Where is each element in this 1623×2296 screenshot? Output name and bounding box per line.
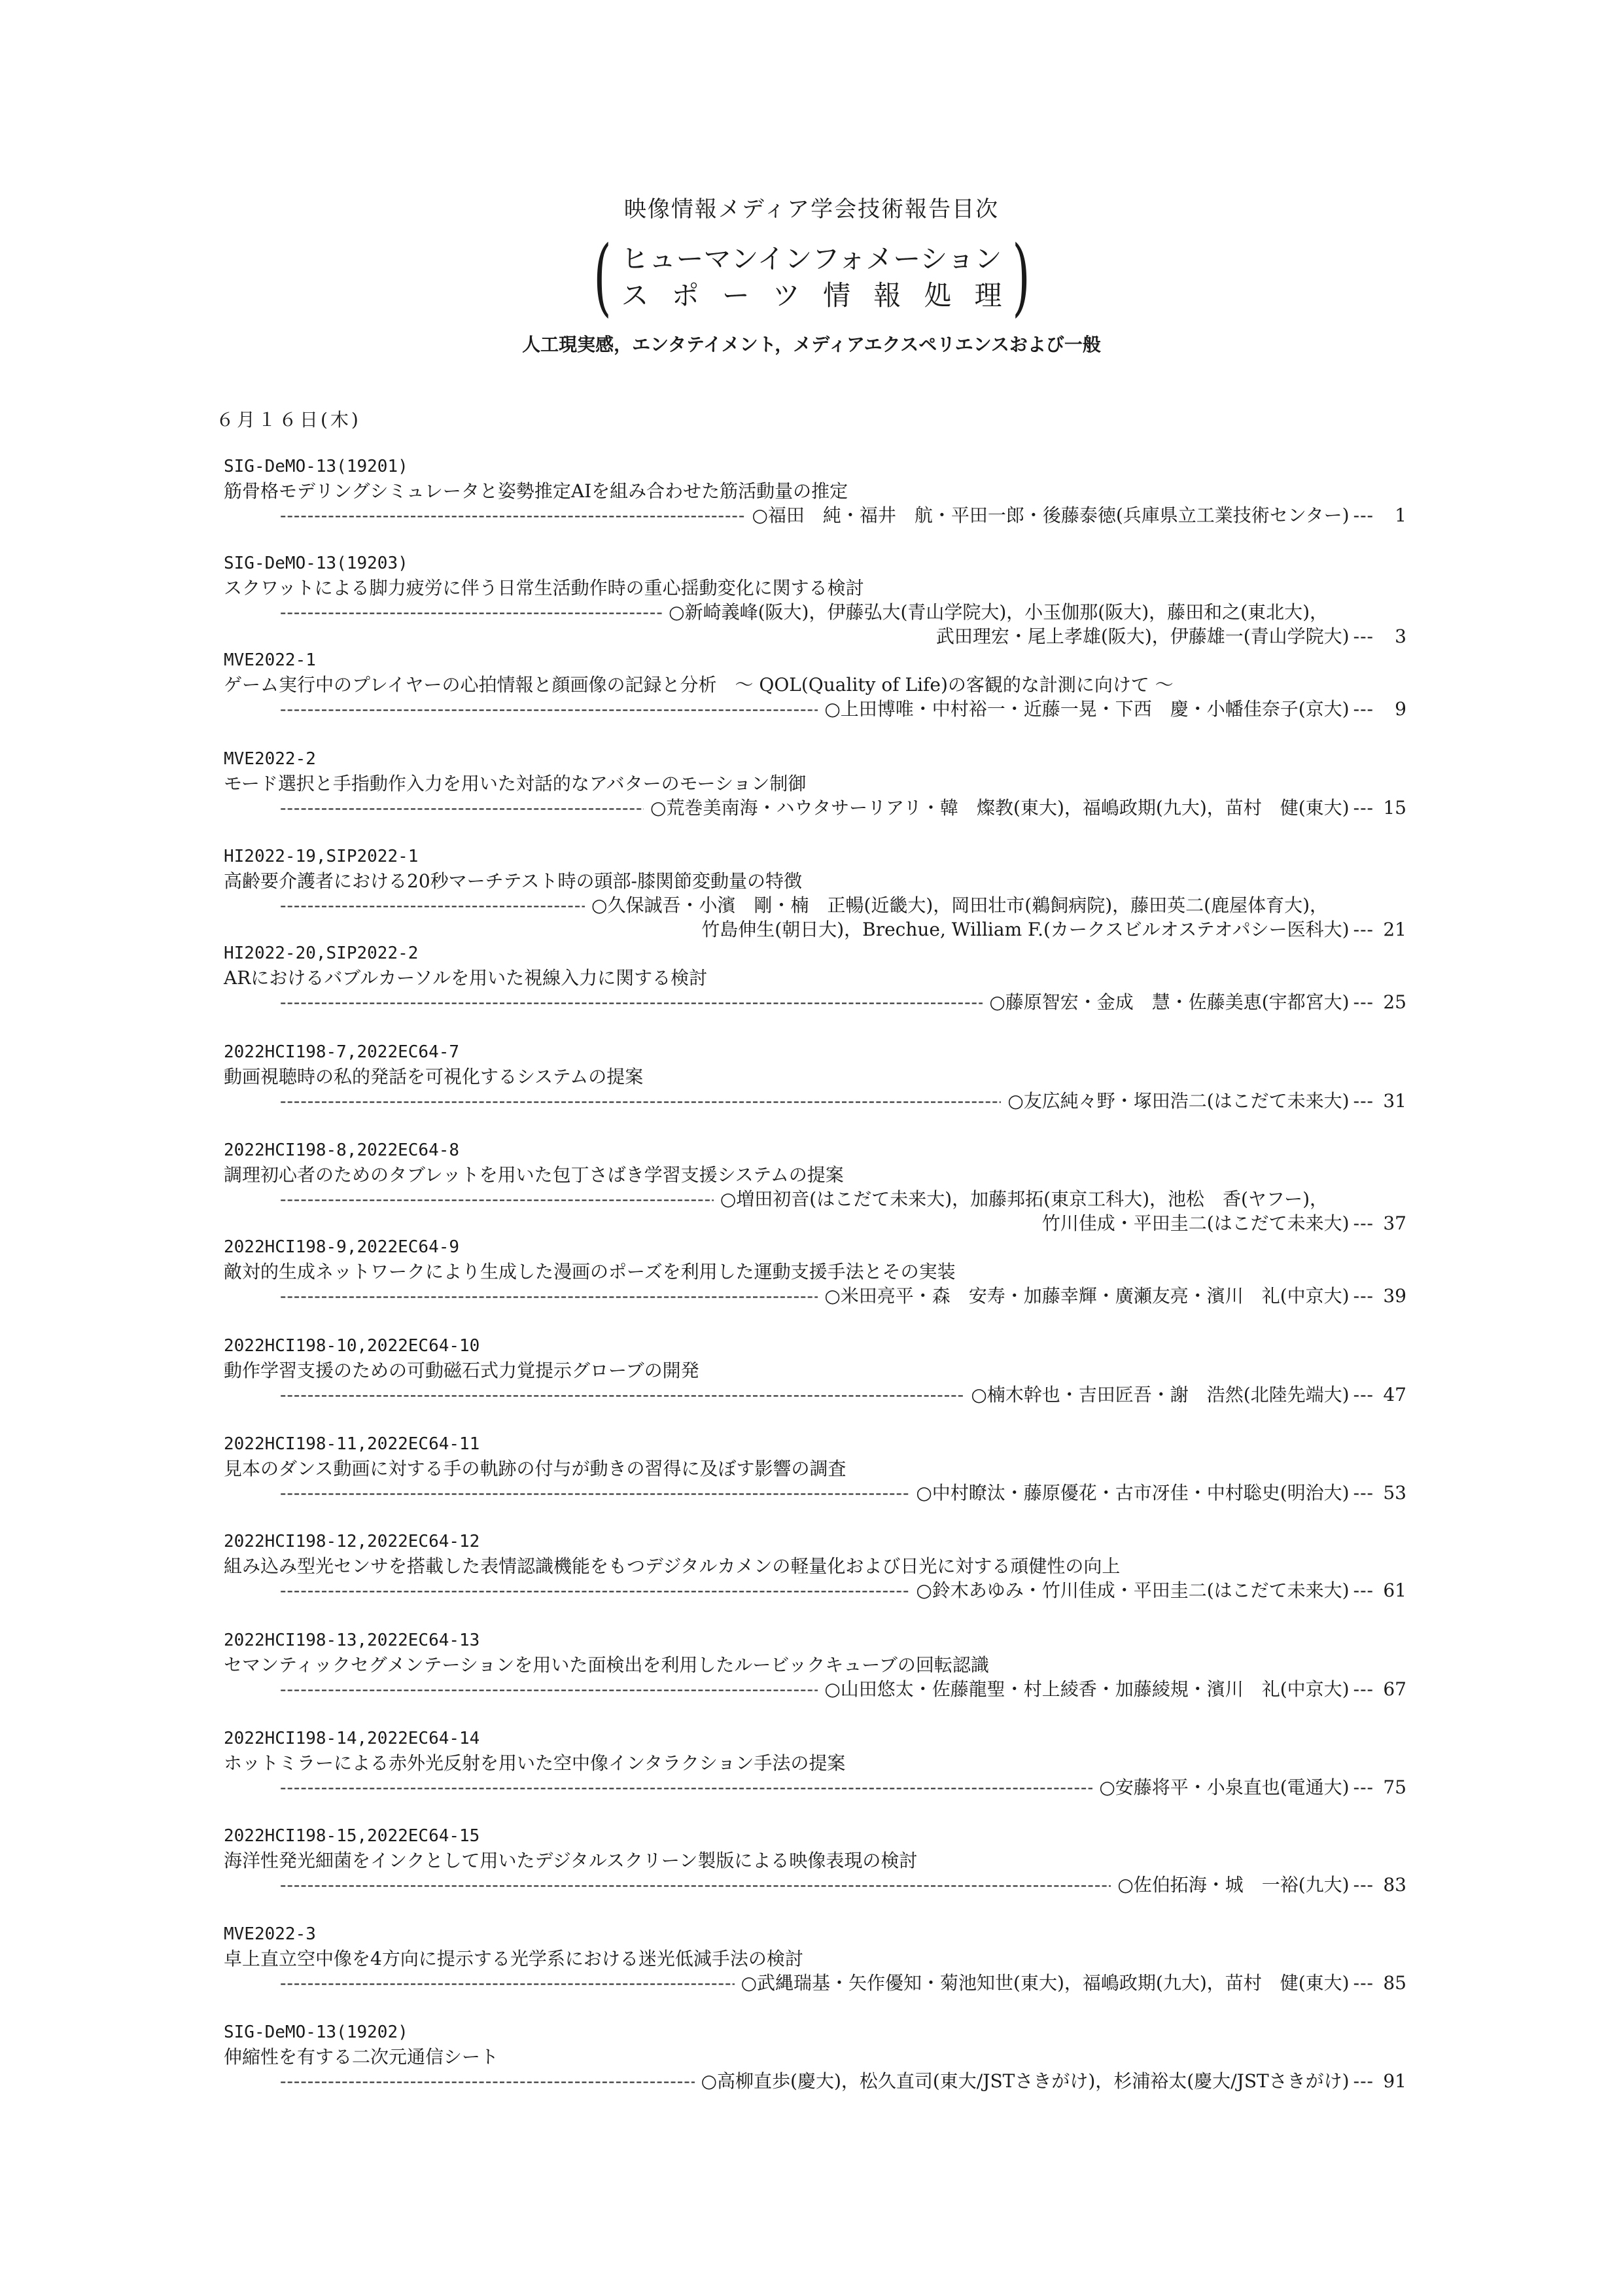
entry-title: 見本のダンス動画に対する手の軌跡の付与が動きの習得に及ぼす影響の調査 <box>224 1458 846 1479</box>
entry-title: 動作学習支援のための可動磁石式力覚提示グローブの開発 <box>224 1360 699 1381</box>
entry-page-number: 37 <box>1383 1212 1406 1234</box>
entry-page-number: 25 <box>1383 991 1406 1013</box>
entry-title: 筋骨格モデリングシミュレータと姿勢推定AIを組み合わせた筋活動量の推定 <box>224 480 848 502</box>
entry-author-line <box>224 893 1406 917</box>
toc-entry <box>224 747 1406 820</box>
entry-code: 2022HCI198-8,2022EC64-8 <box>224 1140 460 1160</box>
toc-entry <box>224 455 1406 527</box>
sports-char: ー <box>722 279 750 311</box>
entry-title: ゲーム実行中のプレイヤーの心拍情報と顔画像の記録と分析 ～ QOL(Quality of Life)の客観的な計測に向けて ～ <box>224 674 1174 696</box>
toc-entry <box>224 1040 1406 1113</box>
leader-tail: --- <box>1353 919 1374 940</box>
entry-authors: ○鈴木あゆみ・竹川佳成・平田圭二(はこだて未来大) <box>916 1580 1350 1601</box>
entry-title: 伸縮性を有する二次元通信シート <box>224 2046 499 2068</box>
entry-code: 2022HCI198-14,2022EC64-14 <box>224 1729 480 1748</box>
toc-entry <box>224 942 1406 1014</box>
entry-author-line <box>224 697 1406 721</box>
entry-page-number: 47 <box>1383 1384 1406 1405</box>
entry-page-number: 39 <box>1383 1285 1406 1307</box>
leader-tail: --- <box>1353 504 1374 526</box>
committee-names <box>618 241 1004 314</box>
leader-tail: --- <box>1353 1285 1374 1307</box>
entry-author-line <box>224 1089 1406 1113</box>
leader-tail: --- <box>1353 1678 1374 1700</box>
entry-authors-continued: 竹島伸生(朝日大)，Brechue, William F.(カークスビルオステオパシー医科大) <box>701 919 1350 940</box>
sports-char: 理 <box>974 279 1002 311</box>
entry-code: HI2022-20,SIP2022-2 <box>224 944 419 963</box>
entry-author-continuation <box>224 1211 1406 1235</box>
toc-entry <box>224 552 1406 648</box>
entry-code: 2022HCI198-11,2022EC64-11 <box>224 1434 480 1454</box>
entry-page-number: 1 <box>1395 504 1406 526</box>
entry-title: 卓上直立空中像を4方向に提示する光学系における迷光低減手法の検討 <box>224 1948 803 1969</box>
toc-entry <box>224 1922 1406 1995</box>
leader-tail: --- <box>1353 1580 1374 1601</box>
entry-page-number: 85 <box>1383 1972 1406 1994</box>
leader-tail: --- <box>1353 698 1374 720</box>
dot-leader <box>280 1481 909 1505</box>
entry-title: 敵対的生成ネットワークにより生成した漫画のポーズを利用した運動支援手法とその実装 <box>224 1261 956 1282</box>
entry-code: MVE2022-3 <box>224 1924 316 1944</box>
entry-code: MVE2022-1 <box>224 650 316 670</box>
entry-authors: ○増田初音(はこだて未来大)，加藤邦拓(東京工科大)，池松 香(ヤフー)， <box>720 1188 1328 1210</box>
entry-authors: ○佐伯拓海・城 一裕(九大) <box>1117 1874 1350 1896</box>
dot-leader <box>280 1578 909 1602</box>
entry-author-line <box>224 1873 1406 1897</box>
toc-entry <box>224 1727 1406 1799</box>
entry-author-line <box>224 1578 1406 1602</box>
entry-title: 組み込み型光センサを搭載した表情認識機能をもつデジタルカメンの軽量化および日光に対する頑健性の向上 <box>224 1555 1121 1577</box>
dot-leader <box>280 1971 735 1995</box>
entry-title: スクワットによる脚力疲労に伴う日常生活動作時の重心揺動変化に関する検討 <box>224 577 864 599</box>
entry-authors: ○楠木幹也・吉田匠吾・謝 浩然(北陸先端大) <box>971 1384 1350 1405</box>
entry-code: MVE2022-2 <box>224 749 316 769</box>
entry-author-line <box>224 1971 1406 1995</box>
committee-name-human-information: ヒューマンインフォメーション <box>621 243 1002 275</box>
dot-leader <box>280 1383 964 1407</box>
leader-tail: --- <box>1353 1482 1374 1504</box>
entry-page-number: 31 <box>1383 1090 1406 1112</box>
leader-tail: --- <box>1353 1090 1374 1112</box>
entry-authors: ○山田悠太・佐藤龍聖・村上綾香・加藤綾規・濱川 礼(中京大) <box>824 1678 1350 1700</box>
toc-entry <box>224 1139 1406 1235</box>
sports-char: ポ <box>671 279 699 311</box>
toc-entry <box>224 1432 1406 1505</box>
entry-page-number: 61 <box>1383 1580 1406 1601</box>
entry-authors: ○高柳直歩(慶大)，松久直司(東大/JSTさきがけ)，杉浦裕太(慶大/JSTさきがけ) <box>701 2070 1350 2092</box>
leader-tail: --- <box>1353 991 1374 1013</box>
dot-leader <box>280 1677 818 1701</box>
entry-title: セマンティックセグメンテーションを用いた面検出を利用したルービックキューブの回転認識 <box>224 1654 989 1676</box>
leader-tail: --- <box>1353 1212 1374 1234</box>
toc-entry <box>224 1235 1406 1308</box>
entry-title: モード選択と手指動作入力を用いた対話的なアバターのモーション制御 <box>224 773 807 794</box>
entry-authors: ○藤原智宏・金成 慧・佐藤美恵(宇都宮大) <box>989 991 1350 1013</box>
entry-page-number: 53 <box>1383 1482 1406 1504</box>
left-brace: ( <box>593 228 612 326</box>
dot-leader <box>280 796 644 820</box>
entry-page-number: 15 <box>1383 797 1406 819</box>
dot-leader <box>280 2069 695 2093</box>
entry-author-line <box>224 990 1406 1014</box>
entry-author-line <box>224 1187 1406 1211</box>
entry-title: 海洋性発光細菌をインクとして用いたデジタルスクリーン製版による映像表現の検討 <box>224 1850 918 1871</box>
toc-entry <box>224 1629 1406 1701</box>
entry-code: 2022HCI198-12,2022EC64-12 <box>224 1532 480 1551</box>
toc-entry <box>224 1530 1406 1602</box>
entry-code: 2022HCI198-9,2022EC64-9 <box>224 1237 460 1257</box>
entry-page-number: 3 <box>1395 626 1406 647</box>
toc-entry <box>224 1824 1406 1897</box>
entry-authors-continued: 竹川佳成・平田圭二(はこだて未来大) <box>1041 1212 1350 1234</box>
entry-author-line <box>224 1383 1406 1407</box>
entry-page-number: 83 <box>1383 1874 1406 1896</box>
leader-tail: --- <box>1353 1972 1374 1994</box>
entry-page-number: 75 <box>1383 1776 1406 1798</box>
toc-entry <box>224 845 1406 942</box>
leader-tail: --- <box>1353 1874 1374 1896</box>
entry-code: SIG-DeMO-13(19203) <box>224 554 408 573</box>
entry-title: ARにおけるバブルカーソルを用いた視線入力に関する検討 <box>224 967 708 989</box>
sports-char: 処 <box>924 279 952 311</box>
entry-authors: ○安藤将平・小泉直也(電通大) <box>1099 1776 1350 1798</box>
entry-title: 動画視聴時の私的発話を可視化するシステムの提案 <box>224 1066 644 1087</box>
entry-title: 高齢要介護者における20秒マーチテスト時の頭部-膝関節変動量の特徴 <box>224 870 802 892</box>
right-brace: ) <box>1011 228 1030 326</box>
dot-leader <box>280 503 745 527</box>
entry-authors: ○新崎義峰(阪大)，伊藤弘大(青山学院大)，小玉伽那(阪大)，藤田和之(東北大)， <box>669 601 1328 623</box>
entry-authors: ○武縄瑞基・矢作優知・菊池知世(東大)，福嶋政期(九大)，苗村 健(東大) <box>741 1972 1350 1994</box>
entry-author-line <box>224 503 1406 527</box>
entry-author-line <box>224 796 1406 820</box>
committee-name-sports-info <box>621 277 1002 314</box>
entry-authors: ○福田 純・福井 航・平田一郎・後藤泰徳(兵庫県立工業技術センター) <box>752 504 1350 526</box>
entry-code: SIG-DeMO-13(19201) <box>224 457 408 476</box>
dot-leader <box>280 1775 1092 1799</box>
dot-leader <box>280 990 983 1014</box>
sports-char: 情 <box>823 279 851 311</box>
entry-page-number: 9 <box>1395 698 1406 720</box>
toc-entry <box>224 648 1406 721</box>
toc-entry <box>224 1334 1406 1407</box>
entry-code: 2022HCI198-7,2022EC64-7 <box>224 1042 460 1062</box>
entry-authors: ○荒巻美南海・ハウタサーリアリ・韓 燦教(東大)，福嶋政期(九大)，苗村 健(東大) <box>650 797 1350 819</box>
page-title: 映像情報メディア学会技術報告目次 <box>623 196 1000 222</box>
dot-leader <box>280 1089 1001 1113</box>
committee-brace-group <box>0 228 1623 326</box>
page-subtitle: 人工現実感，エンタテイメント，メディアエクスペリエンスおよび一般 <box>522 334 1101 355</box>
dot-leader <box>280 1187 714 1211</box>
entry-author-continuation <box>224 917 1406 942</box>
entry-code: 2022HCI198-13,2022EC64-13 <box>224 1631 480 1650</box>
entry-code: HI2022-19,SIP2022-1 <box>224 847 419 866</box>
entry-authors: ○久保誠吾・小濱 剛・楠 正暢(近畿大)，岡田壮市(鵜飼病院)，藤田英二(鹿屋体育大)， <box>591 894 1328 916</box>
entry-code: SIG-DeMO-13(19202) <box>224 2022 408 2042</box>
entry-page-number: 91 <box>1383 2070 1406 2092</box>
entry-authors: ○友広純々野・塚田浩二(はこだて未来大) <box>1007 1090 1350 1112</box>
entry-authors: ○上田博唯・中村裕一・近藤一晃・下西 慶・小幡佳奈子(京大) <box>824 698 1350 720</box>
entry-author-line <box>224 2069 1406 2093</box>
leader-tail: --- <box>1353 626 1374 647</box>
entry-code: 2022HCI198-15,2022EC64-15 <box>224 1826 480 1846</box>
entry-authors: ○中村瞭汰・藤原優花・古市冴佳・中村聡史(明治大) <box>916 1482 1350 1504</box>
leader-tail: --- <box>1353 1776 1374 1798</box>
leader-tail: --- <box>1353 1384 1374 1405</box>
entry-author-line <box>224 1481 1406 1505</box>
entry-authors-continued: 武田理宏・尾上孝雄(阪大)，伊藤雄一(青山学院大) <box>935 626 1350 647</box>
sports-char: ツ <box>772 279 800 311</box>
entry-page-number: 21 <box>1383 919 1406 940</box>
toc-entry <box>224 2021 1406 2093</box>
dot-leader <box>280 893 585 917</box>
sports-char: ス <box>621 279 649 311</box>
session-date: ６月１６日(木) <box>216 409 361 431</box>
dot-leader <box>280 600 662 624</box>
entry-page-number: 67 <box>1383 1678 1406 1700</box>
entry-author-line <box>224 600 1406 624</box>
entry-code: 2022HCI198-10,2022EC64-10 <box>224 1336 480 1356</box>
entry-authors: ○米田亮平・森 安寿・加藤幸輝・廣瀬友亮・濱川 礼(中京大) <box>824 1285 1350 1307</box>
entry-title: ホットミラーによる赤外光反射を用いた空中像インタラクション手法の提案 <box>224 1752 846 1774</box>
leader-tail: --- <box>1353 797 1374 819</box>
entry-author-line <box>224 1677 1406 1701</box>
dot-leader <box>280 1873 1111 1897</box>
sports-char: 報 <box>873 279 901 311</box>
entry-author-line <box>224 1284 1406 1308</box>
dot-leader <box>280 1284 818 1308</box>
entry-author-continuation <box>224 624 1406 648</box>
leader-tail: --- <box>1353 2070 1374 2092</box>
entry-title: 調理初心者のためのタブレットを用いた包丁さばき学習支援システムの提案 <box>224 1164 844 1186</box>
dot-leader <box>280 697 818 721</box>
entry-author-line <box>224 1775 1406 1799</box>
